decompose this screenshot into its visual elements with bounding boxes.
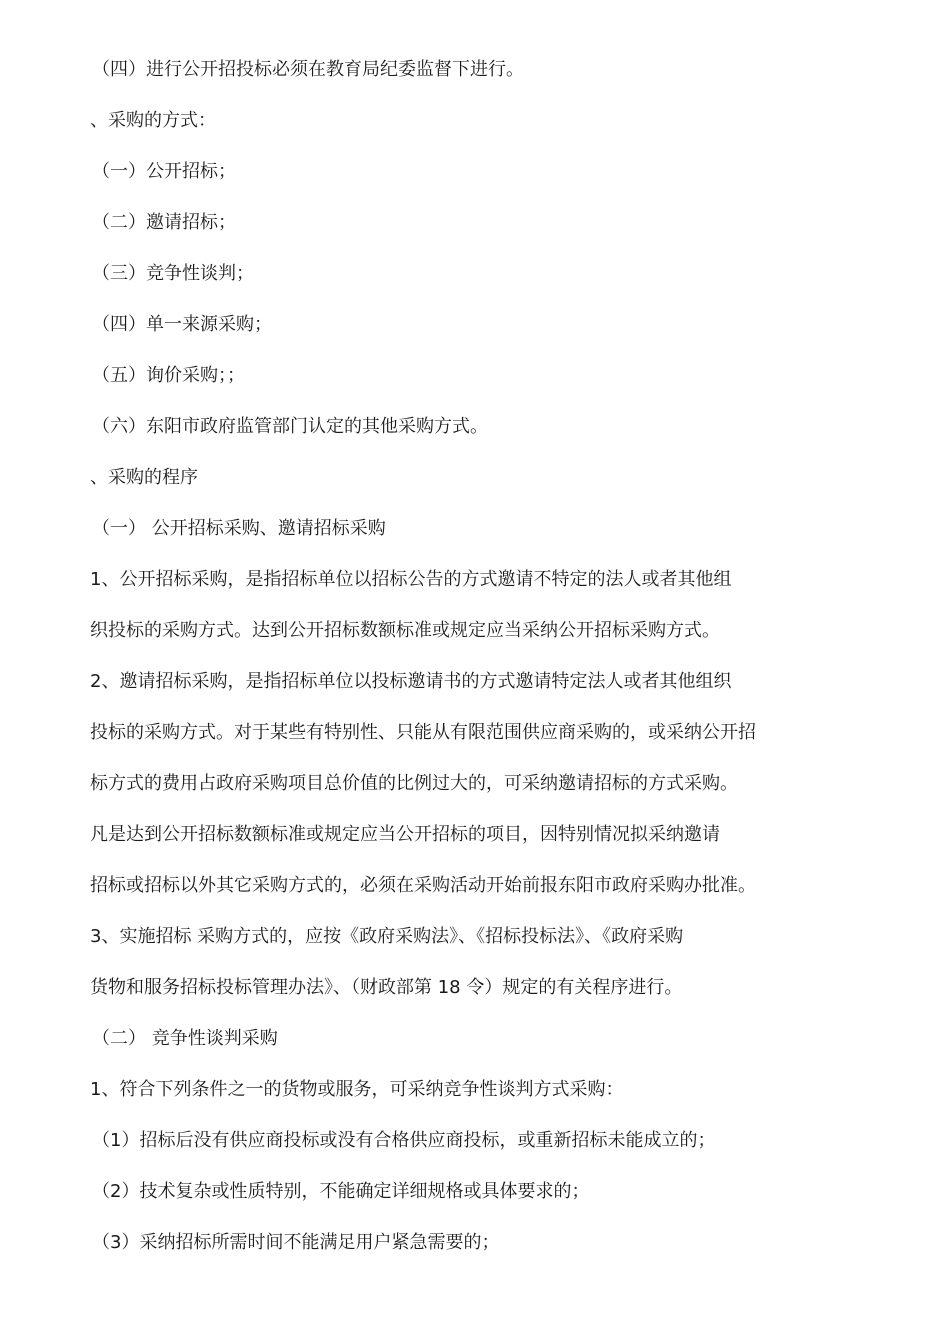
subheading-open-invite-tender: （一） 公开招标采购、邀请招标采购 bbox=[92, 518, 386, 539]
section-heading-purchase-methods: 、采购的方式： bbox=[90, 110, 216, 131]
text-line-24: （3）采纳招标所需时间不能满足用户紧急需要的； bbox=[92, 1232, 500, 1253]
text-line-17: 招标或招标以外其它采购方式的，必须在采购活动开始前报东阳市政府采购办批准。 bbox=[90, 875, 756, 896]
text-line-8: （六）东阳市政府监管部门认定的其他采购方式。 bbox=[92, 416, 488, 437]
text-line-1: （四）进行公开招投标必须在教育局纪委监督下进行。 bbox=[92, 59, 524, 80]
text-line-3: （一）公开招标； bbox=[92, 161, 236, 182]
text-line-14: 投标的采购方式。对于某些有特别性、只能从有限范围供应商采购的，或采纳公开招 bbox=[90, 722, 756, 743]
text-line-18: 3、实施招标 采购方式的，应按《政府采购法》、《招标投标法》、《政府采购 bbox=[90, 926, 684, 947]
text-line-11: 1、公开招标采购，是指招标单位以招标公告的方式邀请不特定的法人或者其他组 bbox=[90, 569, 732, 590]
text-line-19: 货物和服务招标投标管理办法》、（财政部第 18 令）规定的有关程序进行。 bbox=[90, 977, 683, 998]
text-line-23: （2）技术复杂或性质特别，不能确定详细规格或具体要求的； bbox=[92, 1181, 590, 1202]
subheading-competitive-negotiation: （二） 竞争性谈判采购 bbox=[92, 1028, 278, 1049]
section-heading-purchase-procedure: 、采购的程序 bbox=[90, 467, 198, 488]
text-line-12: 织投标的采购方式。达到公开招标数额标准或规定应当采纳公开招标采购方式。 bbox=[90, 620, 720, 641]
text-line-21: 1、符合下列条件之一的货物或服务，可采纳竞争性谈判方式采购： bbox=[90, 1079, 624, 1100]
text-line-4: （二）邀请招标； bbox=[92, 212, 236, 233]
text-line-13: 2、邀请招标采购，是指招标单位以投标邀请书的方式邀请特定法人或者其他组织 bbox=[90, 671, 732, 692]
text-line-22: （1）招标后没有供应商投标或没有合格供应商投标，或重新招标未能成立的； bbox=[92, 1130, 716, 1151]
text-line-15: 标方式的费用占政府采购项目总价值的比例过大的，可采纳邀请招标的方式采购。 bbox=[90, 773, 738, 794]
text-line-6: （四）单一来源采购； bbox=[92, 314, 272, 335]
text-line-16: 凡是达到公开招标数额标准或规定应当公开招标的项目，因特别情况拟采纳邀请 bbox=[90, 824, 720, 845]
text-line-5: （三）竞争性谈判； bbox=[92, 263, 254, 284]
text-line-7: （五）询价采购；； bbox=[92, 365, 245, 386]
